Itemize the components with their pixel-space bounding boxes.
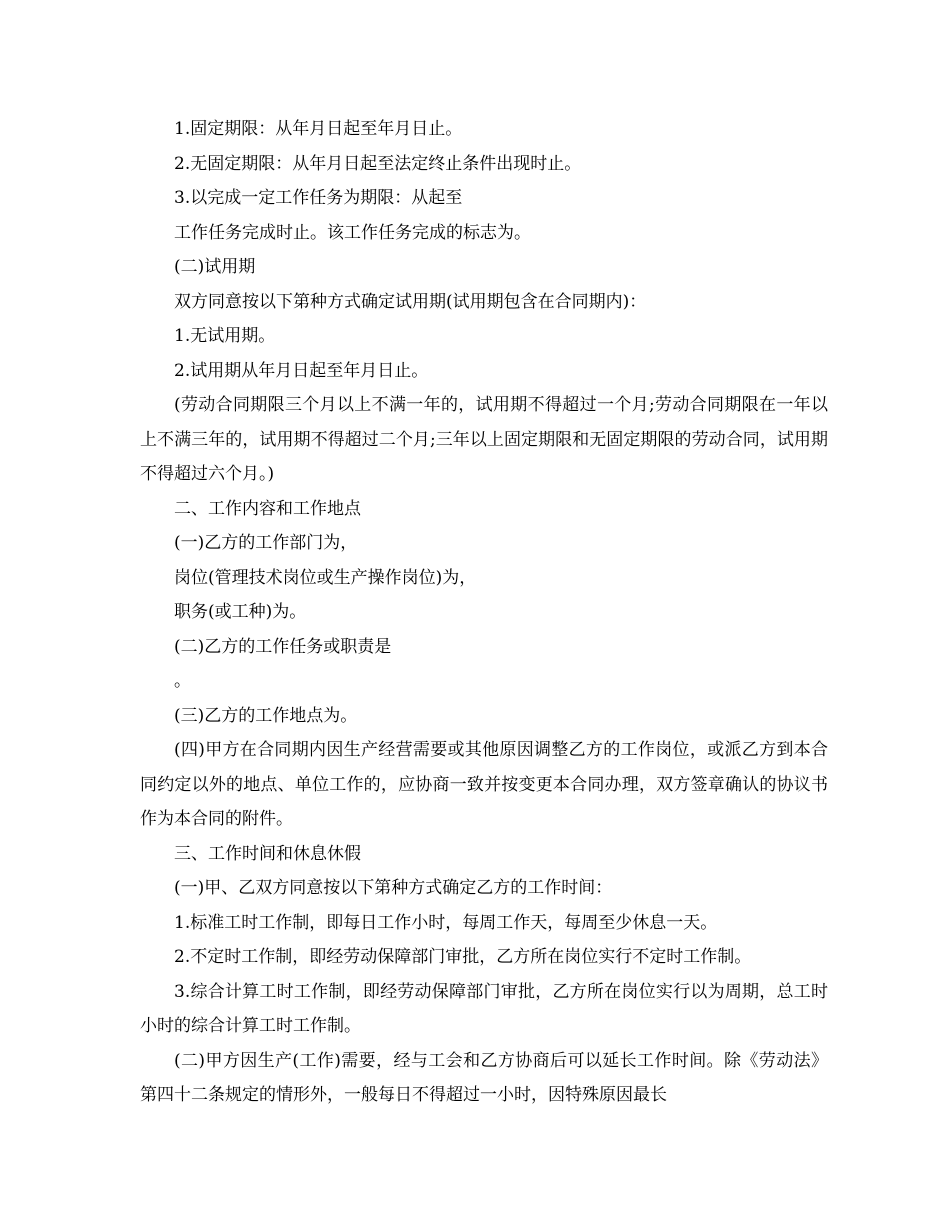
paragraph-task-term: 3.以完成一定工作任务为期限：从起至 [174, 188, 463, 208]
heading-working-hours-leave: 三、工作时间和休息休假 [174, 843, 361, 864]
paragraph-probation-period: 2.试用期从年月日起至年月日止。 [174, 360, 429, 381]
paragraph-work-department: (一)乙方的工作部门为， [174, 533, 358, 553]
paragraph-probation-method: 双方同意按以下第种方式确定试用期(试用期包含在合同期内)： [174, 291, 647, 312]
paragraph-work-title: 职务(或工种)为。 [174, 602, 307, 622]
paragraph-duties-end: 。 [174, 671, 191, 691]
paragraph-work-post: 岗位(管理技术岗位或生产操作岗位)为， [174, 567, 477, 588]
paragraph-task-completion: 工作任务完成时止。该工作任务完成的标志为。 [174, 222, 531, 243]
paragraph-overtime: (二)甲方因生产(工作)需要，经与工会和乙方协商后可以延长工作时间。除《劳动法》第四十二条规定的情形外，一般每日不得超过一小时，因特殊原因最长 [140, 1050, 828, 1105]
heading-work-content-location: 二、工作内容和工作地点 [174, 498, 361, 519]
paragraph-position-adjustment: (四)甲方在合同期内因生产经营需要或其他原因调整乙方的工作岗位，或派乙方到本合同约定以外的地点、单位工作的，应协商一致并按变更本合同办理，双方签章确认的协议书作为本合同的附件。 [140, 740, 828, 829]
paragraph-open-term: 2.无固定期限：从年月日起至法定终止条件出现时止。 [174, 153, 582, 174]
paragraph-fixed-term: 1.固定期限：从年月日起至年月日止。 [174, 119, 463, 139]
paragraph-work-duties: (二)乙方的工作任务或职责是 [174, 636, 392, 657]
paragraph-comprehensive-hours: 3.综合计算工时工作制，即经劳动保障部门审批，乙方所在岗位实行以为周期，总工时小时的综合计算工时工作制。 [140, 981, 828, 1036]
document-body [140, 112, 828, 1113]
paragraph-work-location: (三)乙方的工作地点为。 [174, 705, 358, 726]
paragraph-flexible-hours: 2.不定时工作制，即经劳动保障部门审批，乙方所在岗位实行不定时工作制。 [174, 947, 752, 967]
paragraph-working-hours-method: (一)甲、乙双方同意按以下第种方式确定乙方的工作时间： [174, 878, 613, 898]
paragraph-standard-hours: 1.标准工时工作制，即每日工作小时，每周工作天，每周至少休息一天。 [174, 912, 718, 933]
heading-probation: (二)试用期 [174, 257, 256, 277]
paragraph-probation-limits: (劳动合同期限三个月以上不满一年的，试用期不得超过一个月;劳动合同期限在一年以上不满三年的，试用期不得超过二个月;三年以上固定期限和无固定期限的劳动合同，试用期不得超过六个月。) [140, 395, 828, 484]
paragraph-no-probation: 1.无试用期。 [174, 326, 276, 346]
